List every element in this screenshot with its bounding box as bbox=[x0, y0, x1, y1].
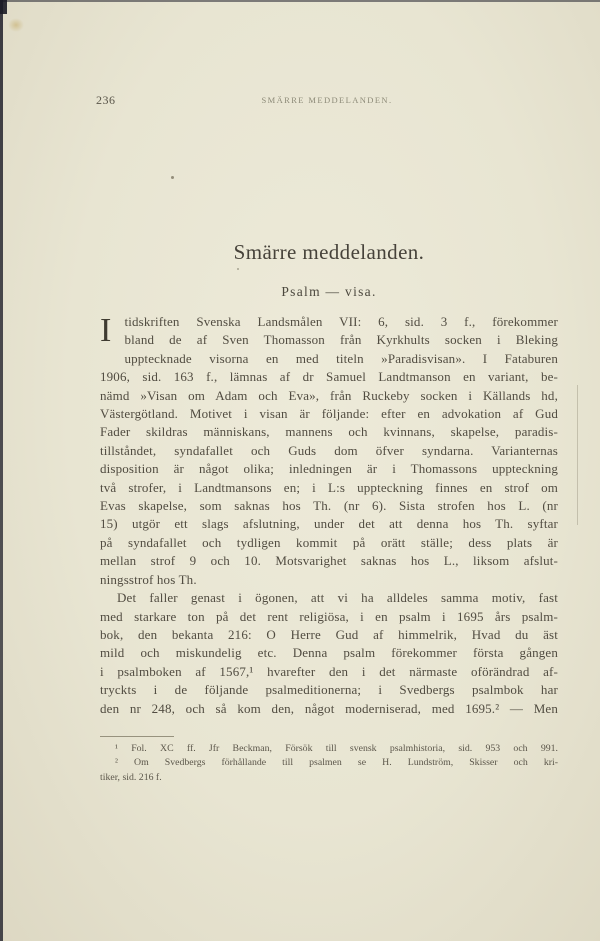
article-title: Smärre meddelanden. bbox=[233, 240, 425, 264]
running-head: SMÄRRE MEDDELANDEN. bbox=[261, 95, 393, 105]
body-text bbox=[100, 313, 558, 718]
ink-speck bbox=[237, 268, 239, 270]
ink-speck bbox=[171, 176, 174, 179]
text-line: den nr 248, och så kom den, något moderniserad, med 1695.² — Men bbox=[100, 700, 558, 716]
text-line: 1906, sid. 163 f., lämnas af dr Samuel Landtmanson en variant, be- bbox=[100, 369, 558, 385]
text-line: nämd »Visan om Adam och Eva», från Ruckeby socken i Källands hd, bbox=[100, 387, 558, 403]
text-line: på syndafallet och tydligen kommit på orätt ställe; dess plats är bbox=[100, 534, 558, 550]
text-line: disposition är något olika; inledningen är i Thomassons uppteckning bbox=[100, 461, 558, 477]
text-line: bok, den bekanta 216: O Herre Gud af himmelrik, Hvad du äst bbox=[100, 626, 558, 642]
text-line: ningsstrof hos Th. bbox=[100, 571, 197, 587]
text-line: två strofer, i Landtmansons en; i L:s uppteckning finnes en strof om bbox=[100, 479, 558, 495]
drop-cap: I bbox=[100, 312, 112, 349]
section-heading: Psalm — visa. bbox=[281, 284, 377, 299]
text-line: mellan strof 9 och 10. Motsvarighet saknas hos L., liksom afslut- bbox=[100, 553, 558, 569]
footnote-rule bbox=[100, 736, 174, 737]
scan-edge-left bbox=[0, 0, 3, 941]
footnotes bbox=[100, 742, 558, 785]
text-line: upptecknade visorna en med titeln »Paradisvisan». I Fataburen bbox=[124, 350, 558, 366]
text-line: i psalmboken af 1567,¹ hvarefter den i det närmaste oförändrad af- bbox=[100, 663, 558, 679]
scan-edge-top bbox=[0, 0, 600, 2]
text-line: 15) utgör ett slags afslutning, under det att denna hos Th. syftar bbox=[100, 516, 558, 532]
text-line: Evas skapelse, som saknas hos Th. (nr 6). Sista strofen hos L. (nr bbox=[100, 498, 558, 514]
text-line: ¹ Fol. XC ff. Jfr Beckman, Försök till svensk psalmhistoria, sid. 953 och 991. bbox=[115, 743, 558, 754]
text-line: Det faller genast i ögonen, att vi ha alldeles samma motiv, fast bbox=[117, 590, 558, 606]
text-line: Västergötland. Motivet i visan är följande: efter en advokation af Gud bbox=[100, 406, 558, 422]
scan-corner-mark bbox=[0, 0, 7, 14]
text-line: mild och miskundelig etc. Denna psalm förekommer första gången bbox=[100, 645, 558, 661]
scan-crease bbox=[577, 385, 578, 525]
text-line: bland de af Sven Thomasson från Kyrkhults socken i Bleking bbox=[124, 332, 558, 348]
paragraph bbox=[100, 313, 558, 589]
text-line: tiker, sid. 216 f. bbox=[100, 771, 162, 783]
paragraph bbox=[100, 589, 558, 718]
text-line: Fader skildras människans, mannens och kvinnans, skapelse, paradis- bbox=[100, 424, 558, 440]
text-line: tidskriften Svenska Landsmålen VII: 6, sid. 3 f., förekommer bbox=[124, 314, 558, 329]
page-number: 236 bbox=[96, 93, 116, 107]
text-line: ² Om Svedbergs förhållande till psalmen se H. Lundström, Skisser och kri- bbox=[115, 757, 558, 769]
text-line: med starkare ton på det rent religiösa, i en psalm i 1695 års psalm- bbox=[100, 608, 558, 624]
text-line: tryckts i de följande psalmeditionerna; i Svedbergs psalmbok har bbox=[100, 682, 558, 698]
text-line: tillståndet, syndafallet och Guds dom öfver syndarna. Varianternas bbox=[100, 442, 558, 458]
page-header bbox=[96, 93, 558, 107]
paper-stain bbox=[8, 18, 24, 32]
